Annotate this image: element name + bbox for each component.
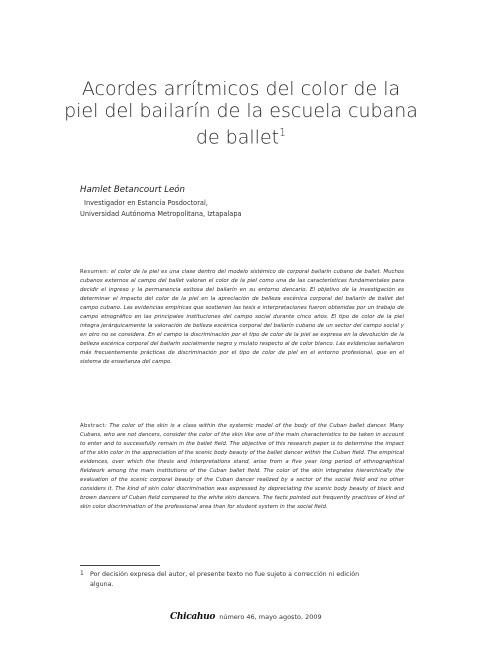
author-affiliation-line-2: Universidad Autónoma Metropolitana, Iztapalapa <box>80 210 242 218</box>
issue-info: número 46, mayo agosto, 2009 <box>219 613 322 621</box>
footnote-number: 1 <box>80 570 84 577</box>
footnote-divider <box>80 565 160 566</box>
author-name: Hamlet Betancourt León <box>80 185 185 195</box>
footnote <box>80 570 410 590</box>
page-footer <box>170 612 322 622</box>
title-footnote-marker: 1 <box>279 126 287 139</box>
abstract-heading: Abstract <box>80 423 105 429</box>
footnote-line-2: alguna. <box>90 581 114 588</box>
title-line-3 <box>60 122 422 148</box>
author-affiliation-line-1: Investigador en Estancia Posdoctoral, <box>84 199 208 207</box>
abstract-block <box>80 422 404 512</box>
title-line-2: piel del bailarín de la escuela cubana <box>64 100 418 122</box>
abstract-text: : The color of the skin is a class within the systemic model of the body of the Cuban ballet dancer. Many Cubans, who are not dancers, consider the color of the skin like one of the main characteristics to be taken in account to enter and to successfully remain in the ballet field. The objective of this research paper is to determine the impact of the skin color in the appreciation of the scenic body beauty of the ballet dancer within the Cuban field. The empirical evidences, over which the thesis and interpretations stand, arise from a five year long period of ethnographical fieldwork among the main institutions of the Cuban ballet field. The color of the skin integrates hierarchically the evaluation of the scenic corporal beauty of the Cuban dancer realized by a sector of the social field and no other considers it. The kind of skin color discrimination was expressed by depreciating the scenic body beauty of black and brown dancers of Cuban field compared to the white skin dancers. The facts pointed out frequently practices of kind of skin color discrimination of the professional area than for student system in the social field. <box>80 423 404 510</box>
footnote-line-1: Por decisión expresa del autor, el presente texto no fue sujeto a corrección ni edición <box>90 571 360 578</box>
resumen-block <box>80 268 404 366</box>
resumen-heading: Resumen <box>80 269 107 275</box>
resumen-text: : el color de la piel es una clase dentro del modelo sistémico de corporal bailarín cubano de ballet. Muchos cubanos externos al campo del ballet valoran el color de la piel como una de las características fundamentales para decidir el ingreso y la permanencia exitosa del bailarín en su entorno dancario. El objetivo de la investigación es determinar el impacto del color de la piel en la apreciación de belleza escénica corporal del bailarín de ballet del campo cubano. Las evidencias empíricas que sostienen las tesis e interpretaciones fueron obtenidas por un trabajo de campo etnográfico en las principales instituciones del campo social durante cinco años. El tipo de color de la piel integra jerárquicamente la valoración de belleza escénica corporal del bailarín cubano de un sector del campo social y en otro no se considera. En el campo la discriminación por el tipo de color de la piel se expresa en la devolución de la belleza escénica corporal del bailarín socialmente negro y mulato respecto al de color blanco. Las evidencias señalaron más frecuentemente prácticas de discriminación por el tipo de color de piel en el entorno profesional, que en el sistema de enseñanza del campo. <box>80 269 404 365</box>
article-title <box>60 78 422 148</box>
journal-logo: Chicahuo <box>170 612 216 622</box>
title-line-1: Acordes arrítmicos del color de la <box>81 78 401 100</box>
title-line-3-text: de ballet <box>195 126 280 149</box>
